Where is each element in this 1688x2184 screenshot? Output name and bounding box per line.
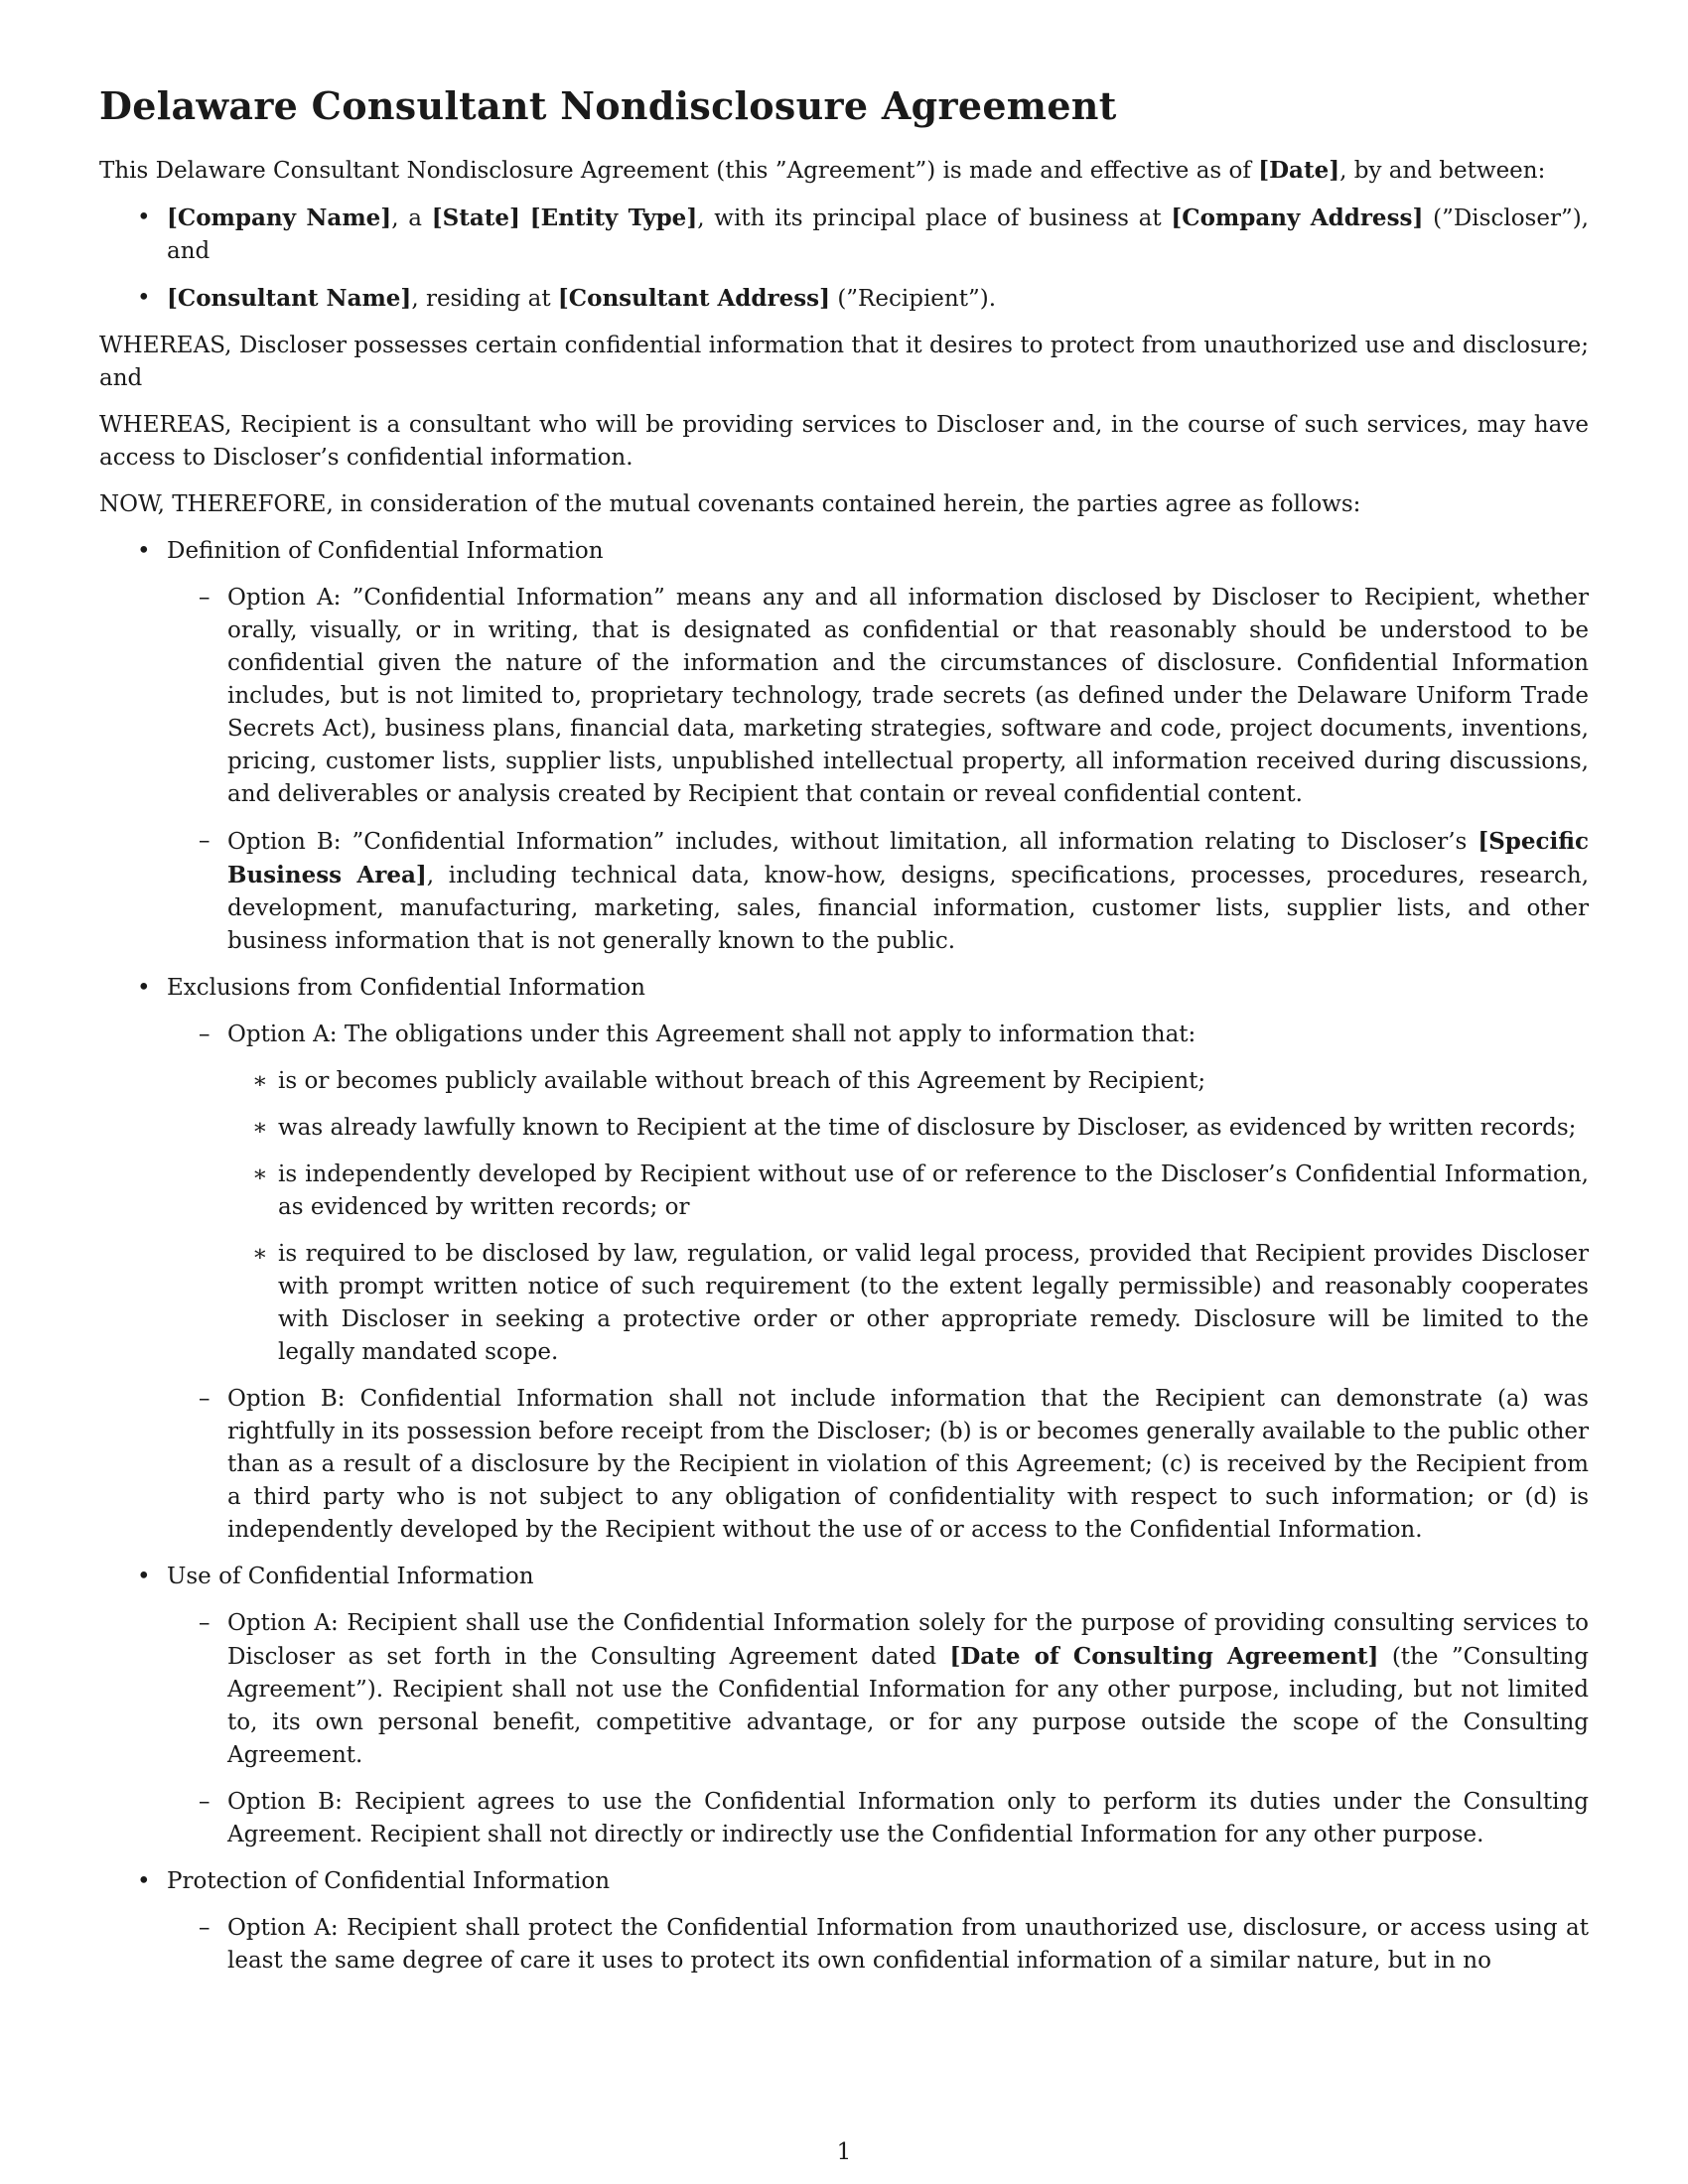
section-heading: Exclusions from Confidential Information <box>167 975 645 1001</box>
option-text: (the ”Consulting Agreement”). Recipient shall not use the Confidential Information for any other purpose, including, but not limited to, its own personal benefit, competitive advantage, or for any purpose outside the scope of the Consulting Agreement. <box>227 1644 1589 1768</box>
section-protection <box>99 1865 1589 1978</box>
intro-text-end: , by and between: <box>1339 158 1546 184</box>
consultant-address-placeholder: [Consultant Address] <box>557 285 831 312</box>
intro-text: This Delaware Consultant Nondisclosure Agreement (this ”Agreement”) is made and effective as of <box>99 158 1259 184</box>
exclusion-item: ∗ is required to be disclosed by law, regulation, or valid legal process, provided that Recipient provides Discloser with prompt written notice of such requirement (to the extent legally permissible) and reasonably cooperates with Discloser in seeking a protective order or other appropriate remedy. Disclosure will be limited to the legally mandated scope. <box>99 1238 1589 1369</box>
date-placeholder: [Date] <box>1258 157 1340 184</box>
option-b: – Option B: Recipient agrees to use the Confidential Information only to perform its duties under the Consulting Agreement. Recipient shall not directly or indirectly use the Confidential Information for any other purpose. <box>99 1786 1589 1851</box>
state-placeholder: [State] <box>431 205 520 231</box>
sections-list <box>99 535 1589 1978</box>
business-area-placeholder: [Specific Business Area] <box>227 828 1589 888</box>
option-a: – Option A: ”Confidential Information” means any and all information disclosed by Discloser to Recipient, whether orally, visually, or in writing, that is designated as confidential or that reasonably should be understood to be confidential given the nature of the information and the circumstances of disclosure. Confidential Information includes, but is not limited to, proprietary technology, trade secrets (as defined under the Delaware Uniform Trade Secrets Act), business plans, financial data, marketing strategies, software and code, project documents, inventions, pricing, customer lists, supplier lists, unpublished intellectual property, all information received during discussions, and deliverables or analysis created by Recipient that contain or reveal confidential content. <box>99 582 1589 811</box>
option-text: Option A: Recipient shall use the Confidential Information solely for the purpose of providing consulting services to Discloser as set forth in the Consulting Agreement dated <box>227 1610 1589 1670</box>
option-text: Option A: The obligations under this Agreement shall not apply to information that: <box>227 1022 1196 1047</box>
option-b <box>99 825 1589 958</box>
parties-list <box>99 202 1589 316</box>
party-recipient <box>99 282 1589 316</box>
consultant-name-placeholder: [Consultant Name] <box>167 285 412 312</box>
options-list <box>167 1019 1589 1547</box>
section-heading: Use of Confidential Information <box>167 1564 534 1589</box>
document-page <box>99 83 1589 1991</box>
option-a <box>99 1607 1589 1772</box>
exclusion-items <box>227 1065 1589 1369</box>
party-text: , a <box>391 205 432 231</box>
intro-paragraph <box>99 154 1589 188</box>
party-text: , residing at <box>411 286 558 312</box>
option-a: – Option A: Recipient shall protect the Confidential Information from unauthorized use, disclosure, or access using at least the same degree of care it uses to protect its own confidential information of a similar nature, but in no <box>99 1912 1589 1978</box>
section-heading: Protection of Confidential Information <box>167 1868 611 1894</box>
option-text: Option B: ”Confidential Information” includes, without limitation, all information relating to Discloser’s <box>227 829 1478 855</box>
options-list <box>167 1607 1589 1851</box>
exclusion-item: ∗ is independently developed by Recipient without use of or reference to the Discloser’s Confidential Information, as evidenced by written records; or <box>99 1159 1589 1224</box>
document-title: Delaware Consultant Nondisclosure Agreement <box>99 83 1117 128</box>
party-text: (”Recipient”). <box>830 286 997 312</box>
option-a <box>99 1019 1589 1369</box>
exclusion-item: ∗ is or becomes publicly available without breach of this Agreement by Recipient; <box>99 1065 1589 1098</box>
consulting-date-placeholder: [Date of Consulting Agreement] <box>949 1643 1379 1670</box>
recital-whereas-2: WHEREAS, Recipient is a consultant who will be providing services to Discloser and, in the course of such services, may have access to Discloser’s confidential information. <box>99 412 1589 471</box>
company-name-placeholder: [Company Name] <box>167 205 392 231</box>
exclusion-item: ∗ was already lawfully known to Recipient at the time of disclosure by Discloser, as evidenced by written records; <box>99 1112 1589 1145</box>
party-text <box>520 205 530 231</box>
section-use <box>99 1561 1589 1851</box>
party-text: (”Discloser”), and <box>167 205 1589 264</box>
section-definition <box>99 535 1589 958</box>
section-exclusions <box>99 972 1589 1547</box>
option-b: – Option B: Confidential Information shall not include information that the Recipient can demonstrate (a) was rightfully in its possession before receipt from the Discloser; (b) is or becomes generally available to the public other than as a result of a disclosure by the Recipient in violation of this Agreement; (c) is received by the Recipient from a third party who is not subject to any obligation of confidentiality with respect to such information; or (d) is independently developed by the Recipient without the use of or access to the Confidential Information. <box>99 1383 1589 1547</box>
recital-whereas-1: WHEREAS, Discloser possesses certain confidential information that it desires to protect from unauthorized use and disclosure; and <box>99 333 1589 391</box>
option-text: , including technical data, know-how, designs, specifications, processes, procedures, research, development, manufacturing, marketing, sales, financial information, customer lists, supplier lists, and other business information that is not generally known to the public. <box>227 863 1590 954</box>
company-address-placeholder: [Company Address] <box>1171 205 1424 231</box>
options-list <box>167 1912 1589 1978</box>
entity-type-placeholder: [Entity Type] <box>529 205 698 231</box>
recital-now-therefore: NOW, THEREFORE, in consideration of the mutual covenants contained herein, the parties agree as follows: <box>99 491 1361 517</box>
party-discloser <box>99 202 1589 268</box>
section-heading: Definition of Confidential Information <box>167 538 604 564</box>
party-text: , with its principal place of business at <box>697 205 1172 231</box>
options-list <box>167 582 1589 958</box>
page-number: 1 <box>836 2139 852 2165</box>
